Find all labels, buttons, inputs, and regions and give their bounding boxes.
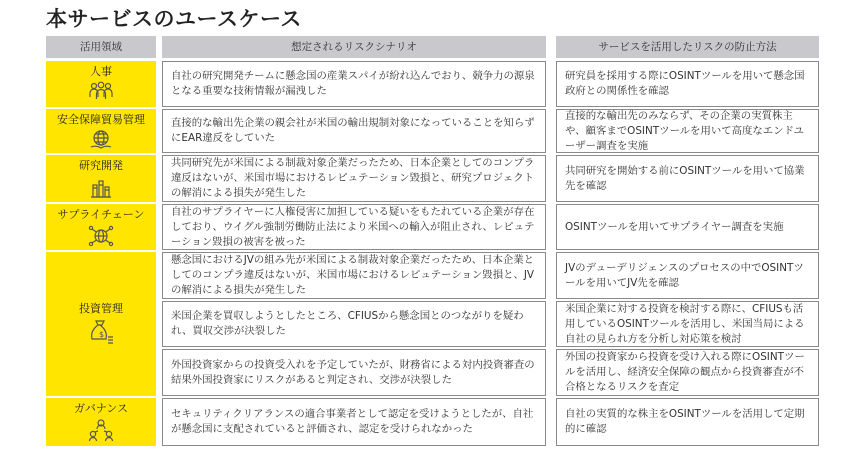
- prevention-cell: 直接的な輸出先のみならず、その企業の実質株主や、顧客までOSINTツールを用いて高度なエンドユーザー調査を実施: [556, 109, 819, 153]
- prevention-cell: 共同研究を開始する前にOSINTツールを用いて協業先を確認: [556, 155, 819, 202]
- scenario-cell: 共同研究先が米国による制裁対象企業だったため、日本企業としてのコンプラ違反はないが、米国市場におけるレピュテーション毀損と、研究プロジェクトの解消による損失が発生した: [162, 155, 546, 202]
- category-governance: [46, 398, 156, 446]
- money-bag-icon: [87, 318, 115, 346]
- category-supply-chain: [46, 204, 156, 250]
- scenario-cell: 外国投資家からの投資受入れを予定していたが、財務省による対内投資審査の結果外国投資家にリスクがあると判定され、交渉が決裂した: [162, 349, 546, 396]
- category-security-trade: [46, 109, 156, 153]
- scenario-cell: セキュリティクリアランスの適合事業者として認定を受けようとしたが、自社が懸念国に支配されていると評価され、認定を受けられなかった: [162, 398, 546, 446]
- header-prevention: サービスを活用したリスクの防止方法: [556, 36, 819, 58]
- category-label: 人事: [90, 65, 112, 78]
- scenario-cell: 直接的な輸出先企業の親会社が米国の輸出規制対象になっていることを知らずにEAR違反をしていた: [162, 109, 546, 153]
- category-investment: [46, 252, 156, 396]
- scenario-cell: 懸念国におけるJVの組み先が米国による制裁対象企業だったため、日本企業としてのコンプラ違反はないが、米国市場におけるレピュテーション毀損と、JVの解消による損失が発生した: [162, 252, 546, 299]
- page-title: 本サービスのユースケース: [46, 7, 302, 31]
- header-area: 活用領域: [46, 36, 156, 58]
- people-icon: [88, 81, 114, 103]
- prevention-cell: JVのデューデリジェンスのプロセスの中でOSINTツールを用いてJV先を確認: [556, 252, 819, 299]
- scenario-cell: 自社のサプライヤーに人権侵害に加担している疑いをもたれている企業が存在しており、ウイグル強制労働防止法により米国への輸入が阻止され、レピュテーション毀損の被害を被った: [162, 204, 546, 250]
- globe-hand-icon: [88, 129, 114, 151]
- network-globe-icon: [88, 224, 114, 248]
- category-rnd: [46, 155, 156, 202]
- flask-icon: [88, 175, 114, 199]
- scenario-cell: 自社の研究開発チームに懸念国の産業スパイが紛れ込んでおり、競争力の源泉となる重要な技術情報が漏洩した: [162, 61, 546, 107]
- governance-icon: [87, 418, 115, 444]
- prevention-cell: 外国の投資家から投資を受け入れる際にOSINTツールを活用し、経済安全保障の観点から投資審査が不合格となるリスクを査定: [556, 349, 819, 396]
- svg-text:$: $: [99, 330, 105, 339]
- header-scenario: 想定されるリスクシナリオ: [162, 36, 546, 58]
- category-label: サプライチェーン: [57, 208, 145, 221]
- prevention-cell: 研究員を採用する際にOSINTツールを用いて懸念国政府との関係性を確認: [556, 61, 819, 107]
- category-label: ガバナンス: [73, 402, 129, 415]
- prevention-cell: OSINTツールを用いてサプライヤー調査を実施: [556, 204, 819, 250]
- scenario-cell: 米国企業を買収しようとしたところ、CFIUSから懸念国とのつながりを疑われ、買収交渉が決裂した: [162, 301, 546, 347]
- category-label: 安全保障貿易管理: [57, 113, 145, 126]
- category-hr: [46, 61, 156, 107]
- prevention-cell: 自社の実質的な株主をOSINTツールを活用して定期的に確認: [556, 398, 819, 446]
- category-label: 投資管理: [79, 302, 123, 315]
- prevention-cell: 米国企業に対する投資を検討する際に、CFIUSも活用しているOSINTツールを活用し、米国当局による自社の見られ方を分析し対応策を検討: [556, 301, 819, 347]
- category-label: 研究開発: [79, 159, 123, 172]
